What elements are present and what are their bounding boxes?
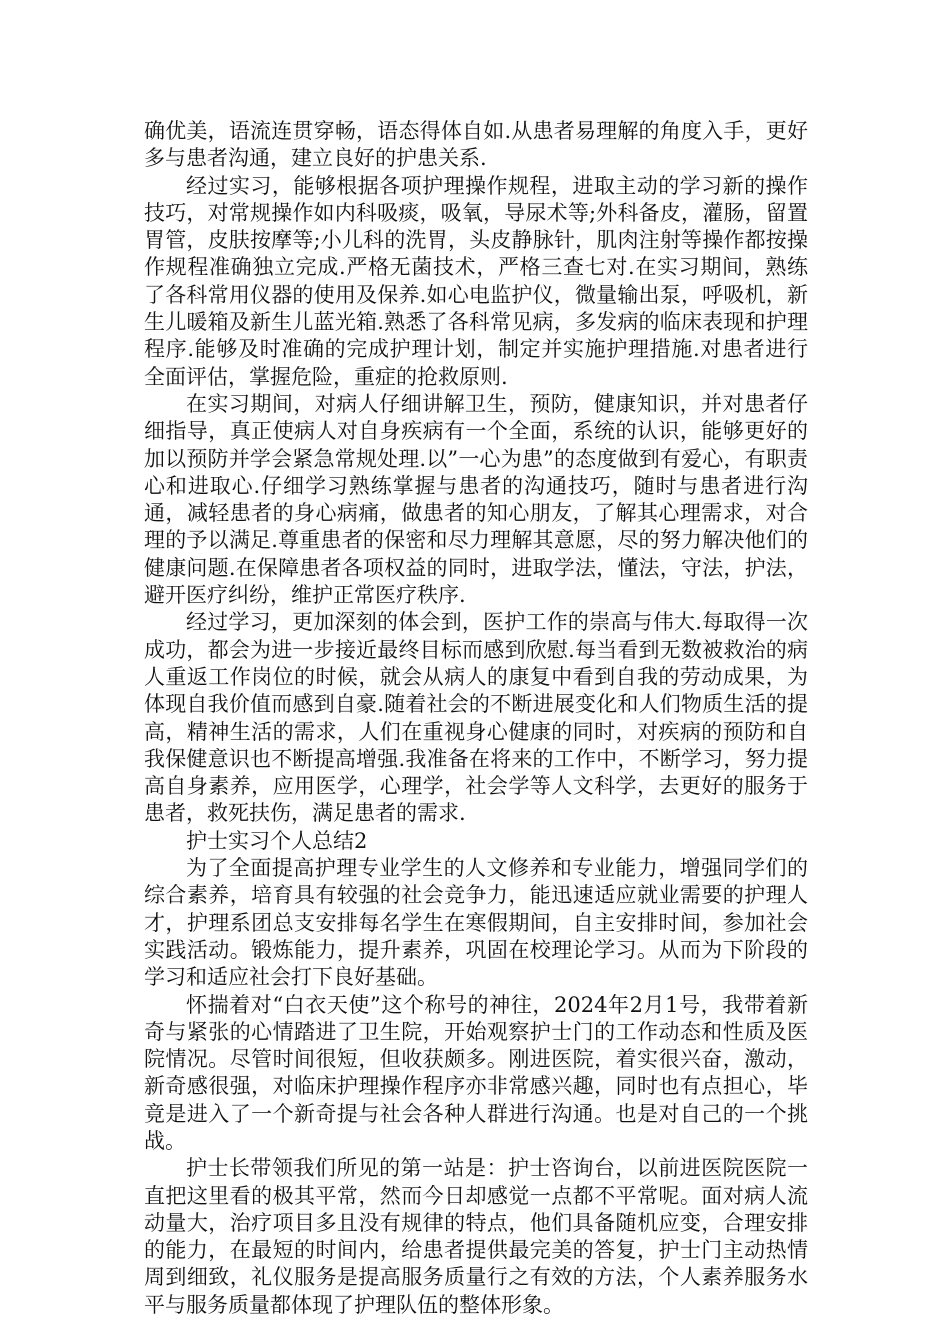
paragraph-purpose: 为了全面提高护理专业学生的人文修养和专业能力，增强同学们的综合素养，培育具有较强的社会竞争力，能迅速适应就业需要的护理人才，护理系团总支安排每名学生在寒假期间，自主安排时间，参加社会实践活动。锻炼能力，提升素养，巩固在校理论学习。从而为下阶段的学习和适应社会打下良好基础。 xyxy=(144,856,808,990)
paragraph-continuation: 确优美，语流连贯穿畅，语态得体自如.从患者易理解的角度入手，更好多与患者沟通，建立良好的护患关系. xyxy=(144,119,808,171)
paragraph-consult-desk: 护士长带领我们所见的第一站是：护士咨询台，以前进医院医院一直把这里看的极其平常，然而今日却感觉一点都不平常呢。面对病人流动量大，治疗项目多且没有规律的特点，他们具备随机应变，合理安排的能力，在最短的时间内，给患者提供最完美的答复，护士门主动热情周到细致，礼仪服务是提高服务质量行之有效的方法，个人素养服务水平与服务质量都体现了护理队伍的整体形象。 xyxy=(144,1156,808,1317)
document-body xyxy=(144,118,808,1319)
paragraph-reflection: 经过学习，更加深刻的体会到，医护工作的崇高与伟大.每取得一次成功，都会为进一步接近最终目标而感到欣慰.每当看到无数被救治的病人重返工作岗位的时候，就会从病人的康复中看到自我的劳动成果，为体现自我价值而感到自豪.随着社会的不断进展变化和人们物质生活的提高，精神生活的需求，人们在重视身心健康的同时，对疾病的预防和自我保健意识也不断提高增强.我准备在将来的工作中，不断学习，努力提高自身素养，应用医学，心理学，社会学等人文科学，去更好的服务于患者，救死扶伤，满足患者的需求. xyxy=(144,610,808,826)
paragraph-health-education: 在实习期间，对病人仔细讲解卫生，预防，健康知识，并对患者仔细指导，真正使病人对自身疾病有一个全面，系统的认识，能够更好的加以预防并学会紧急常规处理.以”一心为患”的态度做到有爱心，有职责心和进取心.仔细学习熟练掌握与患者的沟通技巧，随时与患者进行沟通，减轻患者的身心病痛，做患者的知心朋友，了解其心理需求，对合理的予以满足.尊重患者的保密和尽力理解其意愿，尽的努力解决他们的健康问题.在保障患者各项权益的同时，进取学法，懂法，守法，护法，避开医疗纠纷，维护正常医疗秩序. xyxy=(144,391,808,608)
paragraph-practice-skills: 经过实习，能够根据各项护理操作规程，进取主动的学习新的操作技巧，对常规操作如内科吸痰，吸氧，导尿术等;外科备皮，灌肠，留置胃管，皮肤按摩等;小儿科的洗胃，头皮静脉针，肌肉注射等操作都按操作规程准确独立完成.严格无菌技术，严格三查七对.在实习期间，熟练了各科常用仪器的使用及保养.如心电监护仪，微量输出泵，呼吸机，新生儿暖箱及新生儿蓝光箱.熟悉了各科常见病，多发病的临床表现和护理程序.能够及时准确的完成护理计划，制定并实施护理措施.对患者进行全面评估，掌握危险，重症的抢救原则. xyxy=(144,173,808,389)
paragraph-first-day: 怀揣着对“白衣天使”这个称号的神往，2024年2月1号，我带着新奇与紧张的心情踏进了卫生院，开始观察护士门的工作动态和性质及医院情况。尽管时间很短，但收获颇多。刚进医院，着实很兴奋，激动，新奇感很强，对临床护理操作程序亦非常感兴趣，同时也有点担心，毕竟是进入了一个新奇提与社会各种人群进行沟通。也是对自己的一个挑战。 xyxy=(144,992,808,1153)
section-heading: 护士实习个人总结2 xyxy=(186,828,368,853)
